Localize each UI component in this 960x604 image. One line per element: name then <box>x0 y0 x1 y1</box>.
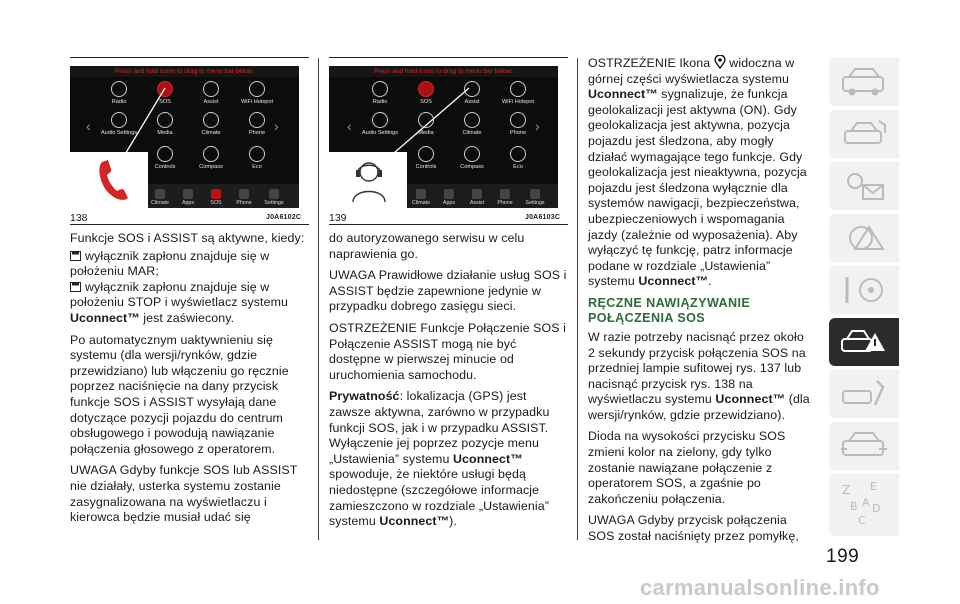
technical-data-car-icon <box>839 429 889 463</box>
column-separator-2 <box>577 58 578 540</box>
tile-assist: Assist <box>451 81 493 105</box>
car-tools-icon <box>839 377 889 411</box>
dock-climate: Climate <box>406 189 436 206</box>
chapter-tab-emergency[interactable] <box>829 318 899 366</box>
tile-compass: Compass <box>190 146 232 170</box>
paragraph: Po automatycznym uaktywnieniu się systemu (dla wersji/rynków, gdzie przewidziano) lub włączeniu go ręcznie poprzez naciśnięcie na dany przycisk funkcje SOS i ASSIST wysyłają dane dotyczące pozycji pojazdu do centrum obsługowego i powodują nawiązanie połączenia głosowego z operatorem. <box>70 332 289 456</box>
paragraph: UWAGA Gdyby przycisk połączenia SOS został naciśnięty przez pomyłkę, <box>588 513 799 544</box>
chevron-right-icon: › <box>535 118 540 134</box>
figure-139-caption-rule <box>329 224 568 225</box>
alphabet-index-icon <box>836 480 892 530</box>
chevron-left-icon: ‹ <box>347 118 352 134</box>
figure-139-number: 139 <box>329 212 347 224</box>
chapter-tab-warnings[interactable] <box>829 214 899 262</box>
figure-139-code: J0A6103C <box>525 214 561 221</box>
svg-text:C: C <box>858 514 866 527</box>
figure-138-number: 138 <box>70 212 88 224</box>
text-column-2 <box>329 231 569 536</box>
ignition-key-icon <box>70 282 81 292</box>
dock-sos: SOS <box>201 189 231 206</box>
figure-138-screen <box>70 66 299 208</box>
tile-phone: Phone <box>236 112 278 136</box>
tile-media: Media <box>144 112 186 136</box>
svg-text:A: A <box>862 496 870 509</box>
dock-apps: Apps <box>434 189 464 206</box>
tile-audio: Audio Settings <box>359 112 401 136</box>
page-number: 199 <box>826 546 860 567</box>
dock-climate: Climate <box>145 189 175 206</box>
paragraph: Funkcje SOS i ASSIST są aktywne, kiedy: <box>70 231 305 245</box>
tile-sos: SOS <box>144 81 186 105</box>
car-safety-icon <box>839 117 889 151</box>
text-column-1 <box>70 231 310 532</box>
tile-climate: Climate <box>190 112 232 136</box>
tile-eco: Eco <box>236 146 278 170</box>
figure-138-code: J0A6102C <box>266 214 302 221</box>
screen-banner: Press and hold icons to drag to menu bar below. <box>329 66 558 77</box>
dock-settings: Settings <box>520 189 550 206</box>
tile-phone: Phone <box>497 112 539 136</box>
steering-wrench-icon <box>839 273 889 307</box>
sun-envelope-icon <box>839 169 889 203</box>
dock-settings: Settings <box>259 189 289 206</box>
chapter-tab-starting[interactable] <box>829 266 899 314</box>
chapter-tab-technical[interactable] <box>829 422 899 470</box>
screen-banner: Press and hold icons to drag to menu bar below. <box>70 66 299 77</box>
tile-assist: Assist <box>190 81 232 105</box>
dock-phone: Phone <box>229 189 259 206</box>
ignition-key-icon <box>70 251 81 261</box>
svg-text:Z: Z <box>842 483 851 497</box>
paragraph: UWAGA Prawidłowe działanie usług SOS i ASSIST będzie zapewnione jedynie w przypadku dobrego zasięgu sieci. <box>329 268 567 314</box>
tile-media: Media <box>405 112 447 136</box>
paragraph: OSTRZEŻENIE Funkcje Połączenie SOS i Połączenie ASSIST mogą nie być dostępne w pierwszej minucie od uruchomienia samochodu. <box>329 320 567 382</box>
paragraph: W razie potrzeby nacisnąć przez około 2 sekundy przycisk połączenia SOS na przedniej lampie sufitowej rys. 137 lub nacisnąć przycisk rys. 138 na wyświetlaczu systemu Uconnect™ (dla wersji/rynków, gdzie przewidziano). <box>588 329 810 422</box>
location-pin-icon <box>714 55 726 69</box>
dock-assist: Assist <box>462 189 492 206</box>
svg-text:D: D <box>872 502 881 515</box>
chapter-tab-safety[interactable] <box>829 110 899 158</box>
dashboard-car-icon <box>839 65 889 99</box>
tile-radio: Radio <box>359 81 401 105</box>
chevron-right-icon: › <box>274 118 279 134</box>
privacy-paragraph: Prywatność: lokalizacja (GPS) jest zawsze aktywna, zarówno w przypadku funkcji SOS, jak i w przypadku ASSIST. Wyłączenie jej poprzez pozycje menu „Ustawienia” systemu Uconnect™ spowoduje, że niektóre usługi będą niedostępne (szczegółowe informacje zamieszczono w rozdziale „Ustawienia” systemu Uconnect™). <box>329 389 550 529</box>
tile-eco: Eco <box>497 146 539 170</box>
section-heading: RĘCZNE NAWIĄZYWANIE POŁĄCZENIA SOS <box>588 295 751 325</box>
chapter-tab-lights[interactable] <box>829 162 899 210</box>
paragraph: Dioda na wysokości przycisku SOS zmieni kolor na zielony, gdy tylko zostanie nawiązane połączenie z operatorem SOS, a zgaśnie po zakończeniu połączenia. <box>588 429 786 506</box>
top-rule-mid <box>329 57 568 58</box>
text-column-3 <box>588 55 810 551</box>
callout-line <box>329 66 558 208</box>
warning-paragraph: OSTRZEŻENIE Ikona widoczna w górnej części wyświetlacza systemu Uconnect™ sygnalizuje, że funkcja geolokalizacji jest aktywna (ON). Gdy geolokalizacja jest aktywna, pozycja pojazdu jest śledzona, aby mogły działać wymagające tego funkcje. Gdy geolokalizacja jest nieaktywna, pozycja pojazdu jest śledzona wyłącznie dla systemów nawigacji, bezpieczeństwa, ubezpieczeniowych i wspomagania jazdy (zależnie od wyposażenia). Aby wyłączyć tę funkcję, patrz informacje podane w rozdziale „Ustawienia” systemu Uconnect™. <box>588 56 807 289</box>
paragraph: UWAGA Gdyby funkcje SOS lub ASSIST nie działały, usterka systemu zostanie zasygnalizowana na wyświetlaczu i kierowca będzie musiał udać się <box>70 463 298 525</box>
emergency-car-icon <box>839 325 889 359</box>
chapter-tab-maintenance[interactable] <box>829 370 899 418</box>
dock-apps: Apps <box>173 189 203 206</box>
svg-text:E: E <box>870 480 877 493</box>
tile-sos: SOS <box>405 81 447 105</box>
tile-climate: Climate <box>451 112 493 136</box>
chevron-left-icon: ‹ <box>86 118 91 134</box>
svg-text:B: B <box>850 500 858 513</box>
figure-139-screen <box>329 66 558 208</box>
top-rule-left <box>70 57 309 58</box>
paragraph: do autoryzowanego serwisu w celu naprawienia go. <box>329 231 525 261</box>
chapter-tab-dashboard[interactable] <box>829 58 899 106</box>
callout-line <box>70 66 299 208</box>
tile-wifi: WiFi Hotspot <box>236 81 278 105</box>
tile-controls: Controls <box>405 146 447 170</box>
bullet-item: wyłącznik zapłonu znajduje się w położeniu MAR; <box>70 248 270 279</box>
bullet-item: wyłącznik zapłonu znajduje się w położeniu STOP i wyświetlacz systemu Uconnect™ jest zaświecony. <box>70 279 288 325</box>
figure-138-caption-rule <box>70 224 309 225</box>
tile-controls: Controls <box>144 146 186 170</box>
tile-audio: Audio Settings <box>98 112 140 136</box>
column-separator-1 <box>318 58 319 540</box>
warning-lights-icon <box>839 221 889 255</box>
tile-wifi: WiFi Hotspot <box>497 81 539 105</box>
watermark: carmanualsonline.info <box>640 575 880 600</box>
dock-phone: Phone <box>490 189 520 206</box>
chapter-tab-index[interactable] <box>829 474 899 536</box>
tile-radio: Radio <box>98 81 140 105</box>
tile-compass: Compass <box>451 146 493 170</box>
